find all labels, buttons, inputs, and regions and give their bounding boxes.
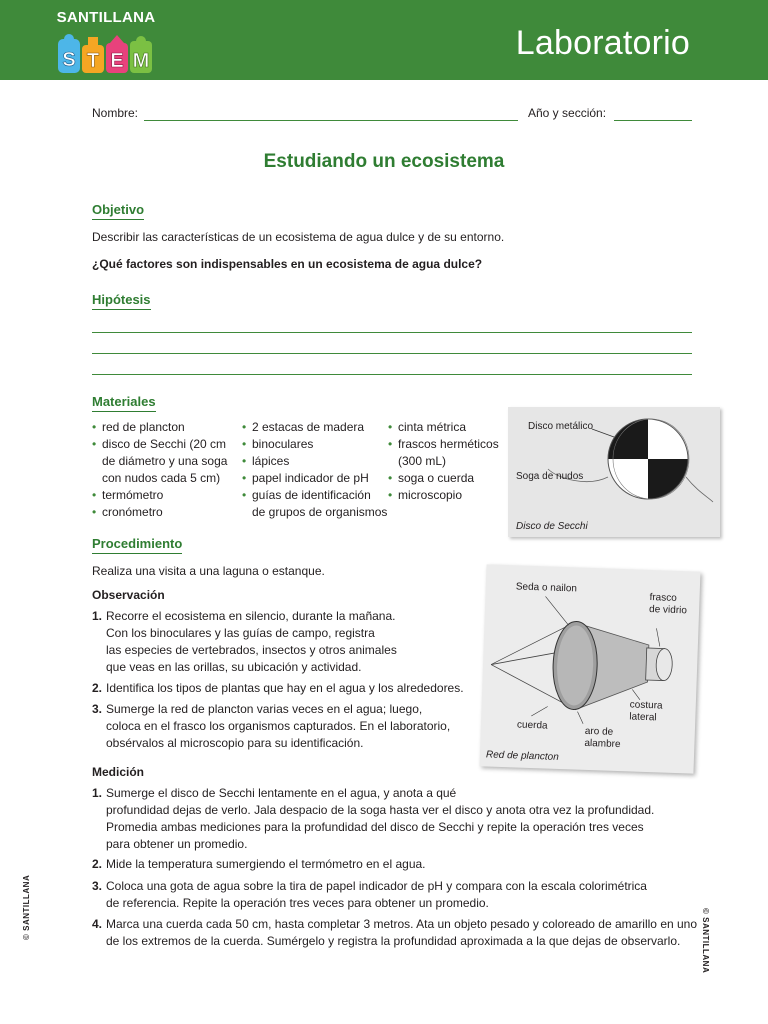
step-text: Mide la temperatura sumergiendo el termómetro en el agua.: [106, 857, 426, 871]
step-number: 3.: [92, 879, 103, 893]
bullet-icon: •: [388, 488, 393, 502]
plankton-net-illustration: [480, 564, 701, 773]
bullet-icon: •: [388, 471, 393, 485]
document-title: Estudiando un ecosistema: [263, 151, 505, 172]
step-text: Coloca una gota de agua sobre la tira de papel indicador de pH y compara con la escala colorimétrica de referencia. Repite la operación tres veces para obtener un promedio.: [106, 879, 647, 910]
step-text: Sumerge la red de plancton varias veces en el agua; luego, coloca en el frasco los organismos capturados. En el laboratorio, obsérvalos al microscopio para su identificación.: [106, 702, 451, 750]
material-item: • termómetro: [92, 488, 164, 502]
step-text: Sumerge el disco de Secchi lentamente en el agua, y anota a qué profundidad dejas de verlo. Jala despacio de la soga hasta ver el disco y anota otra vez la profundidad. Promedia ambas mediciones para la profundidad del disco de Secchi y repite la operación tres veces para obtener un promedio.: [106, 786, 655, 851]
bullet-icon: •: [242, 488, 247, 502]
copyright-right: © SANTILLANA: [701, 908, 710, 974]
objetivo-heading: Objetivo: [92, 202, 144, 220]
step-text: Marca una cuerda cada 50 cm, hasta completar 3 metros. Ata un objeto pesado y coloreado de amarillo en uno de los extremos de la cuerda. Sumérgelo y registra la profundidad aproximada a la que dejas de observarlo.: [106, 917, 698, 948]
hypothesis-line-1[interactable]: [92, 332, 692, 333]
year-section-field-line[interactable]: [614, 120, 692, 121]
brand-name: SANTILLANA: [56, 9, 156, 26]
section-title: Laboratorio: [515, 24, 690, 62]
bullet-icon: •: [242, 420, 247, 434]
step-number: 1.: [92, 786, 103, 800]
material-item: • guías de identificación de grupos de organismos: [242, 488, 388, 519]
hypothesis-line-3[interactable]: [92, 374, 692, 375]
material-item: • papel indicador de pH: [242, 471, 369, 485]
stem-letter-s: S: [62, 49, 76, 71]
observacion-heading: Observación: [92, 588, 165, 602]
objetivo-question: ¿Qué factores son indispensables en un ecosistema de agua dulce?: [92, 257, 483, 271]
materials-column-1: [92, 419, 242, 521]
materials-column-2: [242, 419, 393, 521]
bullet-icon: •: [92, 420, 97, 434]
stem-letter-e: E: [110, 50, 124, 72]
name-field-line[interactable]: [144, 120, 518, 121]
bullet-icon: •: [388, 420, 393, 434]
hypothesis-line-2[interactable]: [92, 353, 692, 354]
stem-logo-icon: [58, 33, 154, 77]
material-item: • binoculares: [242, 437, 314, 451]
step-number: 4.: [92, 917, 103, 931]
bullet-icon: •: [242, 454, 247, 468]
step-text: Recorre el ecosistema en silencio, durante la mañana. Con los binoculares y las guías de campo, registra las especies de vertebrados, insectos y otros animales que veas en las orillas, su ubicación y actividad.: [106, 609, 397, 674]
procedure-step: [92, 878, 647, 912]
plankton-caption: Red de plancton: [485, 749, 559, 763]
stem-letter-t: T: [86, 50, 100, 72]
procedure-step: [92, 916, 697, 950]
secchi-label-rope: Soga de nudos: [516, 471, 584, 482]
stem-letter-m: M: [132, 50, 150, 72]
material-item: • red de plancton: [92, 420, 185, 434]
step-text: Identifica los tipos de plantas que hay en el agua y los alrededores.: [106, 681, 464, 695]
material-item: • lápices: [242, 454, 290, 468]
procedure-step: [92, 856, 426, 873]
materials-column-3: [388, 419, 506, 504]
procedure-step: [92, 608, 397, 676]
medicion-heading: Medición: [92, 765, 145, 779]
procedimiento-intro: Realiza una visita a una laguna o estanque.: [92, 564, 325, 578]
plankton-label-silk: Seda o nailon: [515, 581, 578, 595]
step-number: 1.: [92, 609, 103, 623]
material-item: • cronómetro: [92, 505, 163, 519]
procedimiento-heading: Procedimiento: [92, 536, 182, 554]
material-item: • soga o cuerda: [388, 471, 475, 485]
procedure-step: [92, 701, 450, 752]
plankton-label-jar: frascode vidrio: [648, 592, 688, 617]
bullet-icon: •: [92, 437, 97, 451]
step-number: 2.: [92, 681, 103, 695]
material-item: • disco de Secchi (20 cm de diámetro y una soga con nudos cada 5 cm): [92, 437, 228, 485]
secchi-disk-illustration: [508, 407, 720, 537]
material-item: • 2 estacas de madera: [242, 420, 365, 434]
bullet-icon: •: [92, 488, 97, 502]
hipotesis-heading: Hipótesis: [92, 292, 151, 310]
plankton-label-rope: cuerda: [516, 719, 548, 732]
secchi-disk-figure: [508, 407, 720, 537]
bullet-icon: •: [242, 471, 247, 485]
plankton-label-ring: aro dealambre: [584, 725, 621, 751]
material-item: • cinta métrica: [388, 420, 467, 434]
secchi-caption: Disco de Secchi: [516, 521, 588, 532]
name-label: Nombre:: [92, 106, 139, 120]
bullet-icon: •: [92, 505, 97, 519]
plankton-label-seam: costuralateral: [629, 699, 663, 724]
material-item: • frascos herméticos (300 mL): [388, 437, 499, 468]
step-number: 2.: [92, 857, 103, 871]
objetivo-text: Describir las características de un ecosistema de agua dulce y de su entorno.: [92, 230, 505, 244]
plankton-net-figure: [480, 564, 701, 773]
secchi-label-disk: Disco metálico: [528, 421, 594, 432]
material-item: • microscopio: [388, 488, 463, 502]
procedure-step: [92, 785, 654, 853]
procedure-step: [92, 680, 464, 697]
bullet-icon: •: [242, 437, 247, 451]
materiales-heading: Materiales: [92, 394, 156, 412]
year-section-label: Año y sección:: [528, 106, 607, 120]
step-number: 3.: [92, 702, 103, 716]
page-header: [0, 0, 768, 80]
bullet-icon: •: [388, 437, 393, 451]
copyright-left: © SANTILLANA: [22, 874, 31, 940]
